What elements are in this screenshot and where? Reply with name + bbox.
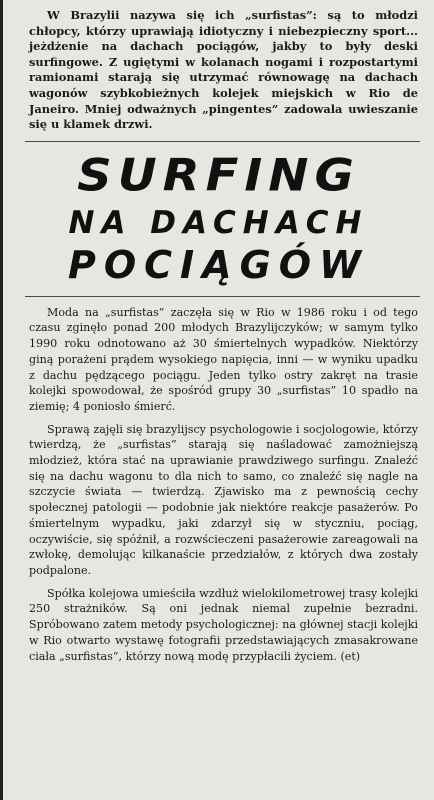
article-body [29,305,418,664]
body-paragraph-1: Moda na „surfistas” zaczęła się w Rio w 1986 roku i od tego czasu zginęło ponad 200 młodych Brazylijczyków; w samym tylko 1990 roku odnotowano aż 30 śmiertelnych wypadków. Niektórzy giną porażeni prądem wysokiego napięcia, inni — w wyniku upadku z dachu pędzącego pociągu. Jeden tylko ostry zakręt na trasie kolejki spowodował, że spośród grupy 30 „surfistas” 10 spadło na ziemię; 4 poniosło śmierć. [29,305,418,413]
headline-line-1: SURFING [77,149,360,202]
divider-top [25,141,420,142]
headline-line-2: NA DACHACH [68,204,369,241]
body-paragraph-3: Spółka kolejowa umieściła wzdłuż wielokilometrowej trasy kolejki 250 strażników. Są oni jednak niemal zupełnie bezradni. Spróbowano zatem metody psychologicznej: na głównej stacji kolejki w Rio otwarto wystawę fotografii przedstawiających zmasakrowane ciała „surfistas”, którzy nową modę przypłacili życiem. (et) [29,586,418,663]
headline-line-3: POCIĄGÓW [68,242,369,287]
lead-paragraph: W Brazylii nazywa się ich „surfistas”: są to młodzi chłopcy, którzy uprawiają idiotyczny i niebezpieczny sport... jeżdżenie na dachach pociągów, jakby to były deski surfingowe. Z ugiętymi w kolanach nogami i rozpostartymi ramionami starają się utrzymać równowagę na dachach wagonów szybkobieżnych kolejek miejskich w Rio de Janeiro. Mniej odważnych „pingentes” zadowala uwieszanie się u klamek drzwi. [29,8,418,132]
divider-bottom [25,296,420,297]
body-paragraph-2: Sprawą zajęli się brazylijscy psychologowie i socjologowie, którzy twierdzą, że „surfistas” starają się naśladować zamożniejszą młodzież, która stać na uprawianie prawdziwego surfingu. Znaleźć się na dachu wagonu to dla nich to samo, co znaleźć się nagle na szczycie świata — twierdzą. Zjawisko ma z pewnością cechy społecznej patologii — podobnie jak niektóre reakcje pasażerów. Po śmiertelnym wypadku, jaki zdarzył się w styczniu, pociąg, oczywiście, się spóźnił, a rozwścieczeni pasażerowie zareagowali na zwłokę, demolując kilkanaście przedziałów, z których dwa zostały podpalone. [29,422,418,577]
headline [15,150,422,288]
